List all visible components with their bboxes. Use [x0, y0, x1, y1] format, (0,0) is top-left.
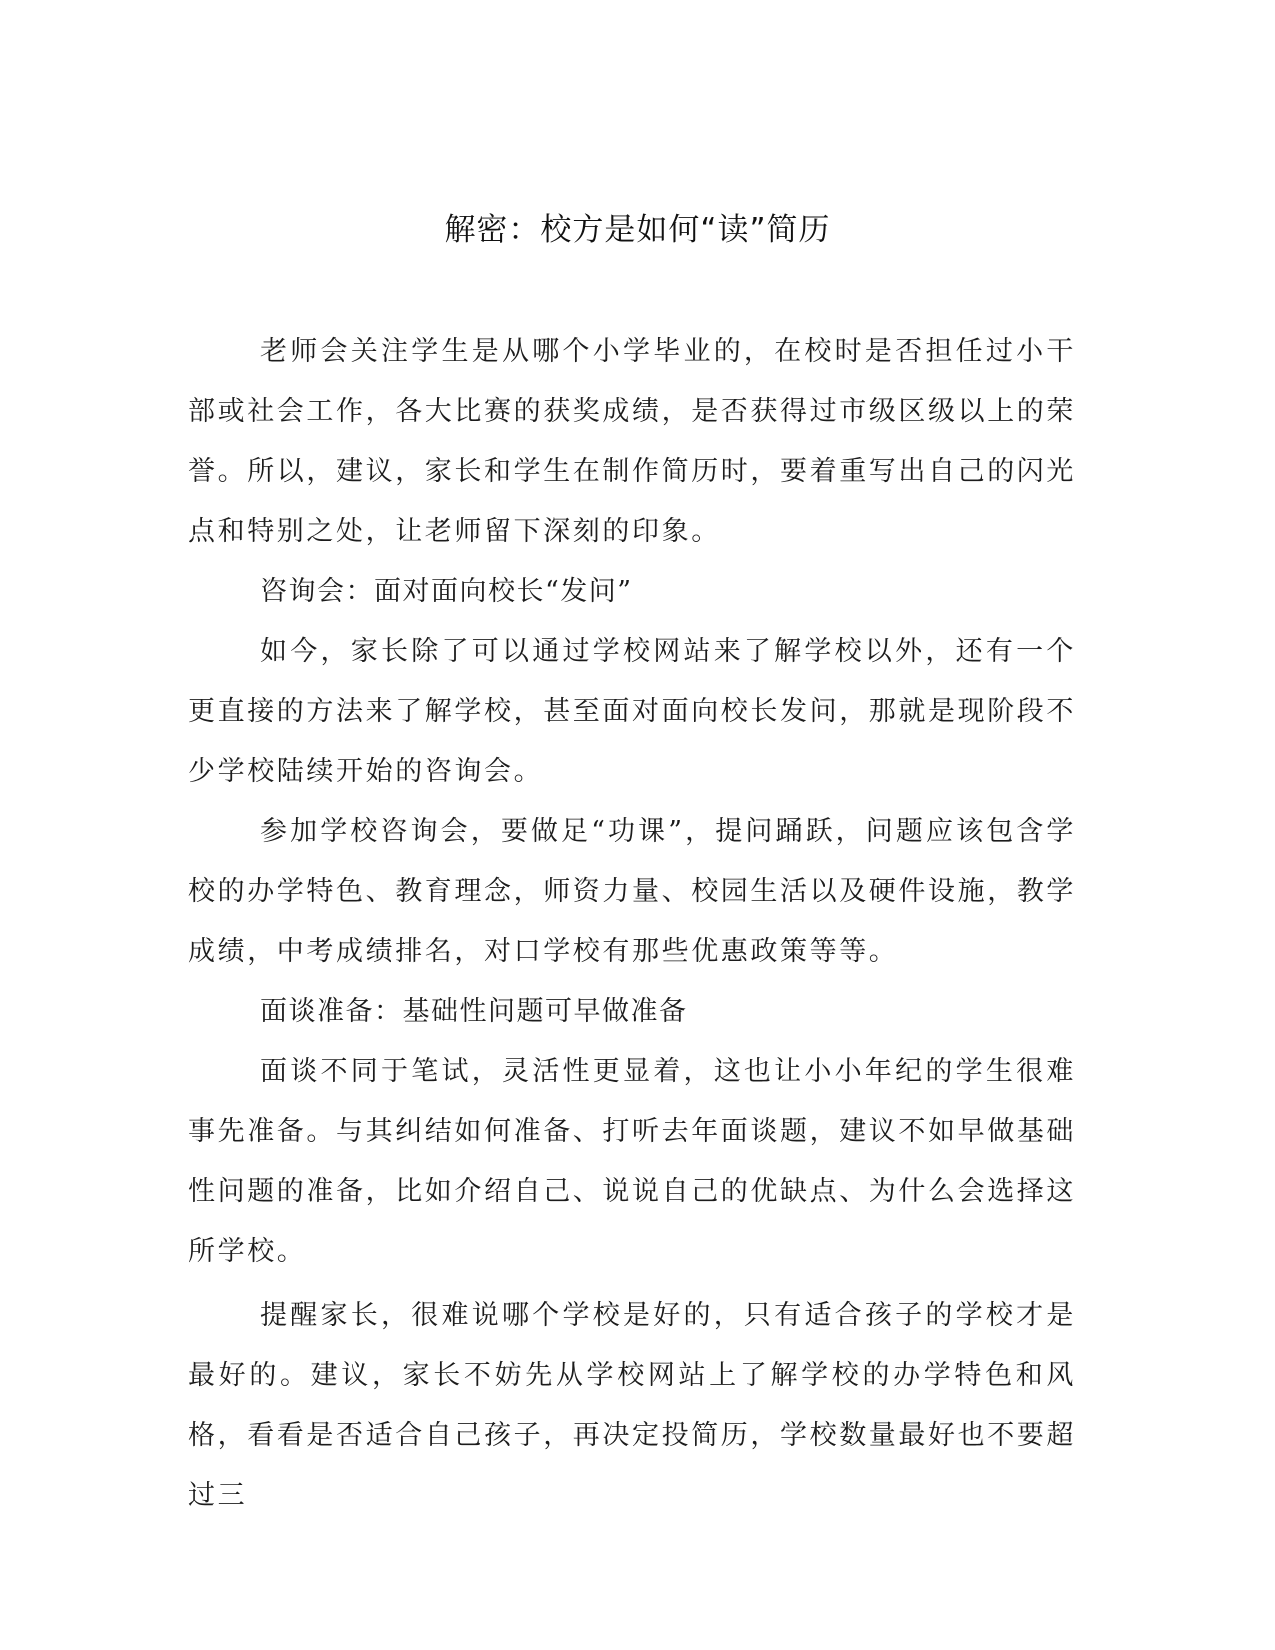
subheading-consultation: 咨询会：面对面向校长“发问” — [260, 576, 633, 607]
paragraph-interview: 面谈不同于笔试，灵活性更显着，这也让小小年纪的学生很难事先准备。与其纠结如何准备、打听去年面谈题，建议不如早做基础性问题的准备，比如介绍自己、说说自己的优缺点、为什么会选择这所学校。 — [188, 1056, 1076, 1267]
paragraph-resume-focus: 老师会关注学生是从哪个小学毕业的，在校时是否担任过小干部或社会工作，各大比赛的获奖成绩，是否获得过市级区级以上的荣誉。所以，建议，家长和学生在制作简历时，要着重写出自己的闪光点和特别之处，让老师留下深刻的印象。 — [188, 336, 1076, 547]
paragraph-consultation-intro: 如今，家长除了可以通过学校网站来了解学校以外，还有一个更直接的方法来了解学校，甚至面对面向校长发问，那就是现阶段不少学校陆续开始的咨询会。 — [188, 636, 1076, 787]
paragraph-reminder: 提醒家长，很难说哪个学校是好的，只有适合孩子的学校才是最好的。建议，家长不妨先从学校网站上了解学校的办学特色和风格，看看是否适合自己孩子，再决定投简历，学校数量最好也不要超过三 — [188, 1300, 1076, 1511]
document-title: 解密：校方是如何“读”简历 — [444, 212, 831, 248]
paragraph-consultation-prep: 参加学校咨询会，要做足“功课”，提问踊跃，问题应该包含学校的办学特色、教育理念，师资力量、校园生活以及硬件设施，教学成绩，中考成绩排名，对口学校有那些优惠政策等等。 — [188, 816, 1076, 967]
document-body — [188, 322, 1076, 1526]
subheading-interview: 面谈准备：基础性问题可早做准备 — [260, 996, 688, 1027]
